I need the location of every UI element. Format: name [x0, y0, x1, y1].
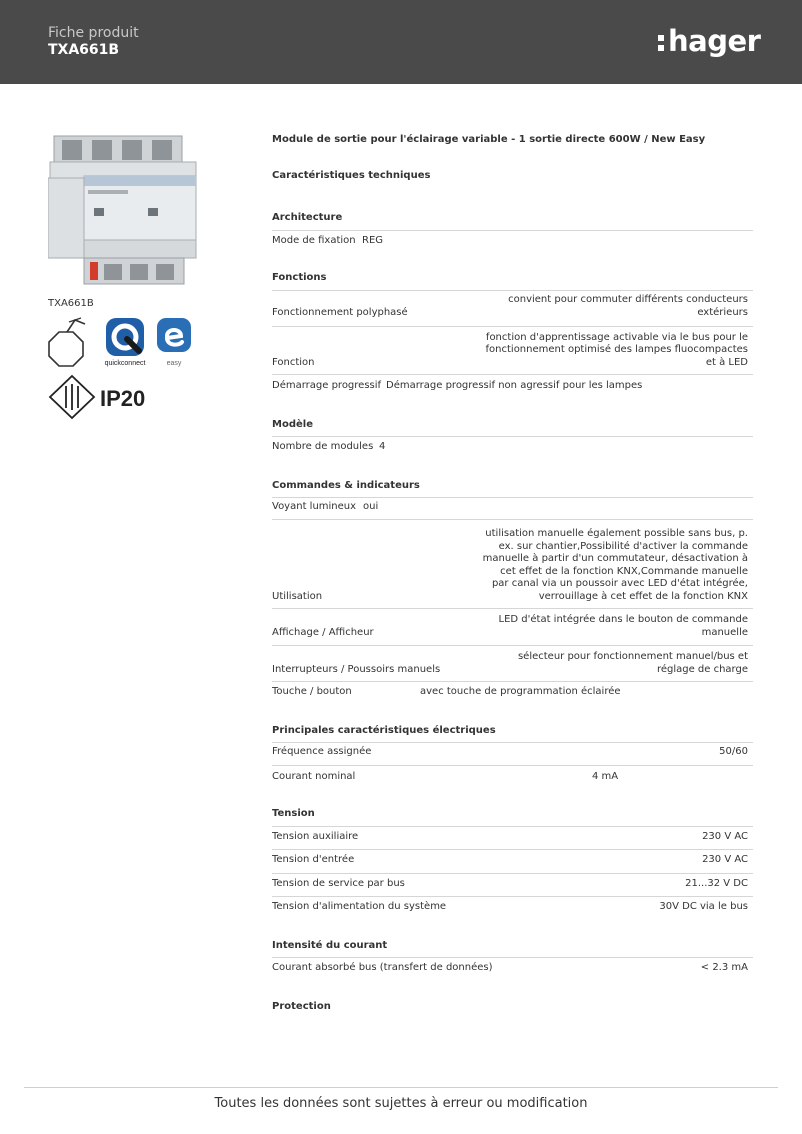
- section-divider: [272, 436, 753, 437]
- spec-key: Courant nominal: [272, 770, 356, 782]
- product-image: [48, 130, 203, 295]
- spec-key: Démarrage progressif: [272, 379, 382, 391]
- spec-value: [478, 294, 748, 319]
- spec-value: 230 V AC: [702, 830, 748, 842]
- spec-key: Tension auxiliaire: [272, 830, 359, 842]
- spec-value-line: manuelle: [701, 626, 748, 638]
- section-heading-electriques: Principales caractéristiques électriques: [272, 725, 496, 736]
- row-divider: [272, 519, 753, 520]
- spec-row: [272, 331, 753, 369]
- spec-key: Interrupteurs / Poussoirs manuels: [272, 663, 441, 675]
- octagon-plug-icon: [45, 316, 91, 368]
- ip-rating: IP20: [100, 386, 146, 411]
- spec-key: Voyant lumineux: [272, 500, 357, 512]
- quickconnect-icon: [100, 316, 150, 368]
- header-reference: TXA661B: [48, 42, 120, 58]
- spec-value-line: cet effet de la fonction KNX,Commande manuelle: [500, 565, 748, 577]
- spec-value: < 2.3 mA: [700, 961, 748, 973]
- spec-value-line: convient pour commuter différents conducteurs: [508, 294, 748, 305]
- spec-key: Tension d'entrée: [272, 853, 355, 865]
- spec-value-line: fonctionnement optimisé des lampes fluocompactes: [485, 344, 748, 355]
- spec-key: Mode de fixation: [272, 234, 356, 246]
- spec-key: Fonctionnement polyphasé: [272, 306, 408, 318]
- spec-row: [272, 685, 753, 698]
- row-divider: [272, 326, 753, 327]
- page-header: [0, 0, 802, 84]
- easy-caption: easy: [166, 360, 182, 367]
- spec-value-line: fonction d'apprentissage activable via le bus pour le: [485, 331, 748, 343]
- spec-value: [478, 332, 748, 370]
- spec-value: REG: [362, 234, 384, 246]
- footer-divider: [24, 1087, 778, 1088]
- row-divider: [272, 374, 753, 375]
- spec-value: 21...32 V DC: [685, 877, 748, 889]
- spec-value: avec touche de programmation éclairée: [420, 685, 621, 697]
- spec-row: [272, 526, 753, 603]
- spec-row: [272, 234, 753, 247]
- section-heading-protection: Protection: [272, 1001, 331, 1012]
- footer-disclaimer: Toutes les données sont sujettes à erreur ou modification: [214, 1096, 588, 1111]
- section-heading-courant: Intensité du courant: [272, 940, 388, 951]
- spec-value: [478, 528, 748, 603]
- spec-key: Utilisation: [272, 590, 323, 602]
- spec-row: [272, 853, 753, 866]
- easy-icon: [155, 316, 195, 368]
- section-heading-commandes: Commandes & indicateurs: [272, 480, 420, 491]
- spec-row: [272, 440, 753, 453]
- spec-value-line: utilisation manuelle également possible sans bus, p.: [485, 528, 748, 539]
- spec-value: 50/60: [719, 745, 748, 757]
- spec-value: oui: [363, 500, 379, 512]
- spec-row: [272, 745, 753, 758]
- spec-value-line: manuelle à partir d'un commutateur, désactivation à: [482, 553, 748, 564]
- characteristics-heading: Caractéristiques techniques: [272, 170, 431, 181]
- logo-mark-icon: [658, 31, 666, 53]
- spec-row: [272, 961, 753, 974]
- section-divider: [272, 230, 753, 231]
- spec-key: Courant absorbé bus (transfert de données): [272, 961, 493, 973]
- spec-value-line: par canal via un poussoir avec LED d'état intégrée,: [491, 578, 748, 589]
- section-heading-fonctions: Fonctions: [272, 272, 327, 283]
- brand-logo: [658, 26, 760, 56]
- section-divider: [272, 497, 753, 498]
- spec-value-line: sélecteur pour fonctionnement manuel/bus et: [517, 651, 748, 662]
- spec-key: Touche / bouton: [272, 685, 352, 697]
- spec-value-line: réglage de charge: [656, 663, 748, 675]
- spec-row: [272, 294, 753, 319]
- spec-row: [272, 650, 753, 676]
- header-label: Fiche produit: [48, 25, 139, 41]
- section-heading-modele: Modèle: [272, 419, 313, 430]
- spec-value: 230 V AC: [702, 853, 748, 865]
- spec-value: [478, 614, 748, 639]
- row-divider: [272, 645, 753, 646]
- row-divider: [272, 608, 753, 609]
- quickconnect-caption: quickconnect: [104, 360, 146, 367]
- section-divider: [272, 957, 753, 958]
- spec-value-line: extérieurs: [697, 306, 748, 318]
- spec-value: 4: [379, 440, 386, 452]
- ip20-icon: [48, 374, 158, 420]
- spec-value: [478, 651, 748, 676]
- product-title: Module de sortie pour l'éclairage variable - 1 sortie directe 600W / New Easy: [272, 134, 706, 145]
- spec-key: Tension de service par bus: [272, 877, 405, 889]
- product-reference: TXA661B: [48, 298, 94, 309]
- spec-key: Fréquence assignée: [272, 745, 372, 757]
- spec-value: Démarrage progressif non agressif pour les lampes: [386, 379, 643, 391]
- section-heading-architecture: Architecture: [272, 212, 343, 223]
- section-divider: [272, 742, 753, 743]
- spec-row: [272, 830, 753, 843]
- spec-row: [272, 877, 753, 890]
- row-divider: [272, 849, 753, 850]
- spec-value: 4 mA: [592, 770, 619, 782]
- spec-key: Affichage / Afficheur: [272, 626, 374, 638]
- section-heading-tension: Tension: [272, 808, 315, 819]
- row-divider: [272, 873, 753, 874]
- row-divider: [272, 765, 753, 766]
- spec-row: [272, 613, 753, 639]
- spec-key: Fonction: [272, 356, 315, 368]
- spec-value-line: ex. sur chantier,Possibilité d'activer la commande: [498, 540, 748, 552]
- spec-key: Nombre de modules: [272, 440, 374, 452]
- section-divider: [272, 290, 753, 291]
- row-divider: [272, 681, 753, 682]
- row-divider: [272, 896, 753, 897]
- spec-value-line: et à LED: [705, 356, 748, 368]
- spec-row: [272, 900, 753, 913]
- section-divider: [272, 826, 753, 827]
- spec-value-line: LED d'état intégrée dans le bouton de commande: [498, 614, 748, 625]
- spec-row: [272, 770, 753, 783]
- spec-value: 30V DC via le bus: [659, 900, 748, 912]
- spec-key: Tension d'alimentation du système: [272, 900, 447, 912]
- spec-row: [272, 379, 753, 392]
- brand-name: hager: [668, 24, 761, 58]
- spec-row: [272, 500, 753, 513]
- spec-value-line: verrouillage à cet effet de la fonction KNX: [538, 590, 748, 602]
